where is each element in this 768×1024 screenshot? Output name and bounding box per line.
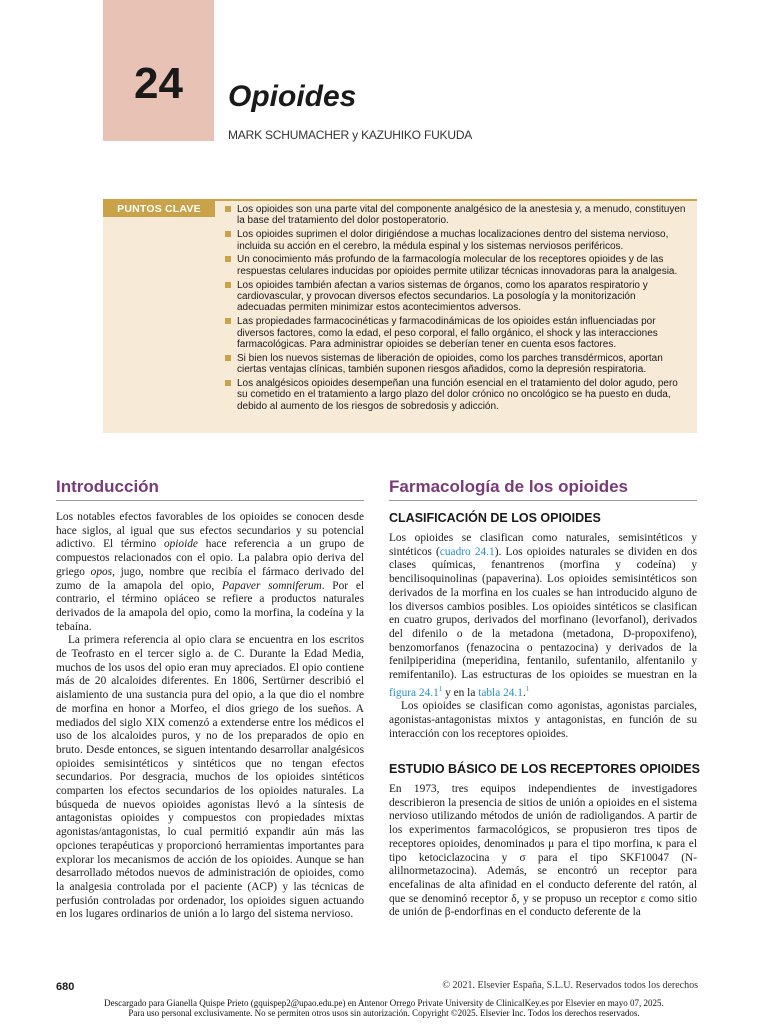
square-bullet-icon: [225, 282, 231, 288]
section-heading-farmacologia: Farmacología de los opioides: [389, 477, 628, 496]
download-notice-line-1: Descargado para Gianella Quispe Prieto (gquispep2@upao.edu.pe) en Antenor Orrego Private University de ClinicalKey.es por Elsevier en mayo 07, 2025.: [104, 998, 664, 1008]
square-bullet-icon: [225, 231, 231, 237]
receptores-paragraph-1: En 1973, tres equipos independientes de investigadores describieron la presencia de sitios de unión a opioides en el sistema nervioso utilizando métodos de unión de radioligandos. A partir de los experimentos farmacológicos, se propusieron tres tipos de receptores opioides, denominados μ para el tipo morfina, κ para el tipo ketociclazocina y σ para el tipo SKF10047 (N-alilnormetazocina). Además, se encontró un receptor para encefalinas de alta afinidad en el conducto deferente del ratón, al que se denominó receptor δ, y se propuso un receptor ε como sitio de unión de β-endorfinas en el conducto deferente de la: [389, 783, 697, 919]
reference-1-link[interactable]: 1: [438, 684, 443, 693]
section-heading-introduccion: Introducción: [56, 477, 159, 496]
key-point-item: Los opioides son una parte vital del componente analgésico de la anestesia y, a menudo, constituyen la base del tratamiento del dolor postoperatorio.: [225, 204, 687, 227]
key-point-item: Los analgésicos opioides desempeñan una función esencial en el tratamiento del dolor agudo, pero su cometido en el tratamiento a largo plazo del dolor crónico no oncológico se ha puesto en duda, debido al aumento de los riesgos de sobredosis y adicción.: [225, 378, 687, 412]
reference-1-link[interactable]: 1: [525, 684, 530, 693]
square-bullet-icon: [225, 206, 231, 212]
key-points-box: [103, 199, 697, 433]
square-bullet-icon: [225, 355, 231, 361]
square-bullet-icon: [225, 256, 231, 262]
square-bullet-icon: [225, 380, 231, 386]
download-notice: [0, 998, 768, 1018]
chapter-number-box: [103, 0, 214, 141]
key-points-label: PUNTOS CLAVE: [103, 201, 215, 217]
clasificacion-paragraph-2: Los opioides se clasifican como agonistas, agonistas parciales, agonistas-antagonistas mixtos y antagonistas, en función de su interacción con los receptores opioides.: [389, 700, 697, 740]
key-point-item: Un conocimiento más profundo de la farmacología molecular de los receptores opioides y de las respuestas celulares inducidas por opioides permite utilizar técnicas innovadoras para la analgesia.: [225, 254, 687, 277]
key-point-item: Los opioides también afectan a varios sistemas de órganos, como los aparatos respiratorio y cardiovascular, y provocan diversos efectos secundarios. La posología y la monitorización adecuadas permiten minimizar estos acontecimientos adversos.: [225, 280, 687, 314]
chapter-number: 24: [134, 59, 183, 108]
intro-paragraph-2: La primera referencia al opio clara se encuentra en los escritos de Teofrasto en el tercer siglo a. de C. Durante la Edad Media, muchos de los usos del opio eran muy apreciados. El opio contiene más de 20 alcaloides diferentes. En 1806, Sertürner describió el aislamiento de una sustancia pura del opio, a la que dio el nombre de morfina en honor a Morfeo, el dios griego de los sueños. A mediados del siglo XIX comenzó a extenderse entre los médicos el uso de los alcaloides puros, y no de los preparados de opio en bruto. Desde entonces, se siguen intentando desarrollar analgésicos opioides semisintéticos y sintéticos que no tengan efectos secundarios. Por desgracia, muchos de los opioides sintéticos comparten los efectos secundarios de los opioides naturales. La búsqueda de nuevos opioides agonistas llevó a la síntesis de antagonistas opioides y compuestos con propiedades mixtas agonistas/antagonistas, lo cual permitió expandir aún más las opciones terapéuticas y proporcionó herramientas importantes para explorar los mecanismos de acción de los opioides. Aunque se han desarrollado métodos nuevos de administración de opioides, como la analgesia controlada por el paciente (ACP) y las técnicas de perfusión controladas por ordenador, los opioides siguen actuando en los lugares ordinarios de unión a lo largo del sistema nervioso.: [56, 634, 364, 921]
figura-24-1-link[interactable]: figura 24.1: [389, 686, 439, 699]
key-point-item: Las propiedades farmacocinéticas y farmacodinámicas de los opioides están influenciadas por diversos factores, como la edad, el peso corporal, el fallo orgánico, el shock y las interacciones farmacológicas. Para administrar opioides se deberían tener en cuenta esos factores.: [225, 316, 687, 350]
chapter-authors: MARK SCHUMACHER y KAZUHIKO FUKUDA: [228, 128, 473, 142]
cuadro-24-1-link[interactable]: cuadro 24.1: [439, 545, 495, 558]
chapter-title: Opioides: [228, 80, 357, 113]
receptores-body: [389, 783, 697, 920]
tabla-24-1-link[interactable]: tabla 24.1: [478, 686, 523, 699]
page-number: 680: [56, 981, 75, 993]
subheading-receptores: ESTUDIO BÁSICO DE LOS RECEPTORES OPIOIDES: [389, 762, 700, 776]
clasificacion-paragraph-1: Los opioides se clasifican como naturales, semisintéticos y sintéticos (cuadro 24.1). Los opioides naturales se dividen en dos clases químicas, fenantrenos (morfina y codeína) y bencilisoquinolinas (papaverina). Los opioides semisintéticos son derivados de la morfina en los cuales se han introducido alguno de los diversos cambios posibles. Los opioides sintéticos se clasifican en cuatro grupos, derivados del morfinano (levorfanol), derivados del difenilo o de la metadona (metadona, D-propoxifeno), benzomorfanos (fenazocina o pentazocina) y derivados de la fenilpiperidina (meperidina, fentanilo, sufentanilo, alfentanilo y remifentanilo). Las estructuras de los opioides se muestran en la figura 24.1$^1$ y en la tabla 24.1.$^1$: [389, 532, 697, 699]
intro-paragraph-1: Los notables efectos favorables de los opioides se conocen desde hace siglos, al igual que sus efectos secundarios y su potencial adictivo. El término opioide hace referencia a un grupo de compuestos relacionados con el opio. La palabra opio deriva del griego opos, jugo, nombre que recibía el fármaco derivado del zumo de la amapola del opio, Papaver somniferum. Por el contrario, el término opiáceo se refiere a productos naturales derivados de la amapola del opio, como la morfina, la codeína y la tebaína.: [56, 511, 364, 633]
key-point-item: Los opioides suprimen el dolor dirigiéndose a muchas localizaciones dentro del sistema nervioso, incluida su acción en el cerebro, la médula espinal y los sistemas nerviosos periféricos.: [225, 229, 687, 252]
copyright-notice: © 2021. Elsevier España, S.L.U. Reservados todos los derechos: [442, 980, 698, 991]
key-points-list: [225, 204, 687, 415]
square-bullet-icon: [225, 318, 231, 324]
section-divider: [389, 500, 697, 501]
section-divider: [56, 500, 364, 501]
download-notice-line-2: Para uso personal exclusivamente. No se permiten otros usos sin autorización. Copyright ©2025. Elsevier Inc. Todos los derechos reservados.: [128, 1008, 640, 1018]
intro-body: [56, 511, 364, 922]
clasificacion-body: [389, 532, 697, 741]
subheading-clasificacion: CLASIFICACIÓN DE LOS OPIOIDES: [389, 511, 601, 525]
key-point-item: Si bien los nuevos sistemas de liberación de opioides, como los parches transdérmicos, aportan ciertas ventajas clínicas, también suponen riesgos añadidos, como la depresión respiratoria.: [225, 353, 687, 376]
